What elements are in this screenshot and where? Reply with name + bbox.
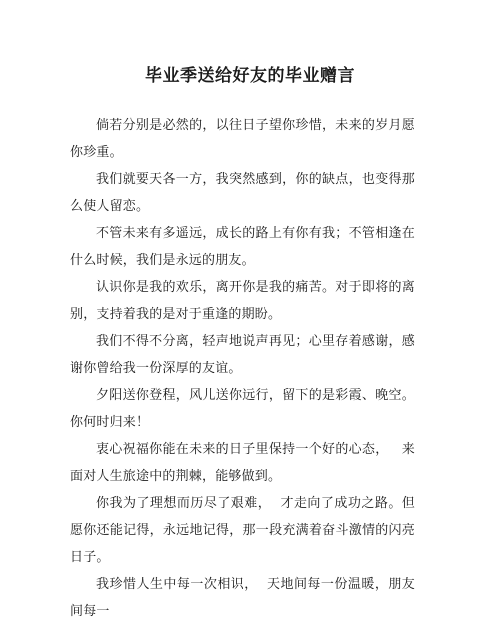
paragraph: 认识你是我的欢乐，离开你是我的痛苦。对于即将的离别，支持着我的是对于重逢的期盼。 xyxy=(70,280,415,322)
document-title: 毕业季送给好友的毕业赠言 xyxy=(145,66,355,86)
paragraph: 倘若分别是必然的，以往日子望你珍惜，未来的岁月愿你珍重。 xyxy=(70,118,415,160)
paragraph: 我们不得不分离，轻声地说声再见；心里存着感谢，感谢你曾给我一份深厚的友谊。 xyxy=(70,334,415,376)
paragraph: 衷心祝福你能在未来的日子里保持一个好的心态， 来面对人生旅途中的荆棘，能够做到。 xyxy=(70,442,415,484)
document-body xyxy=(70,112,415,625)
paragraph: 你我为了理想而历尽了艰难， 才走向了成功之路。但愿你还能记得，永远地记得，那一段充满着奋斗激情的闪亮日子。 xyxy=(70,496,415,565)
paragraph: 夕阳送你登程，风儿送你远行，留下的是彩霞、晚空。你何时归来！ xyxy=(70,388,415,430)
paragraph: 我珍惜人生中每一次相识， 天地间每一份温暖，朋友间每一 xyxy=(70,577,415,619)
paragraph: 不管未来有多遥远，成长的路上有你有我；不管相逢在什么时候，我们是永远的朋友。 xyxy=(70,226,415,268)
paragraph: 我们就要天各一方，我突然感到，你的缺点，也变得那么使人留恋。 xyxy=(70,172,415,214)
